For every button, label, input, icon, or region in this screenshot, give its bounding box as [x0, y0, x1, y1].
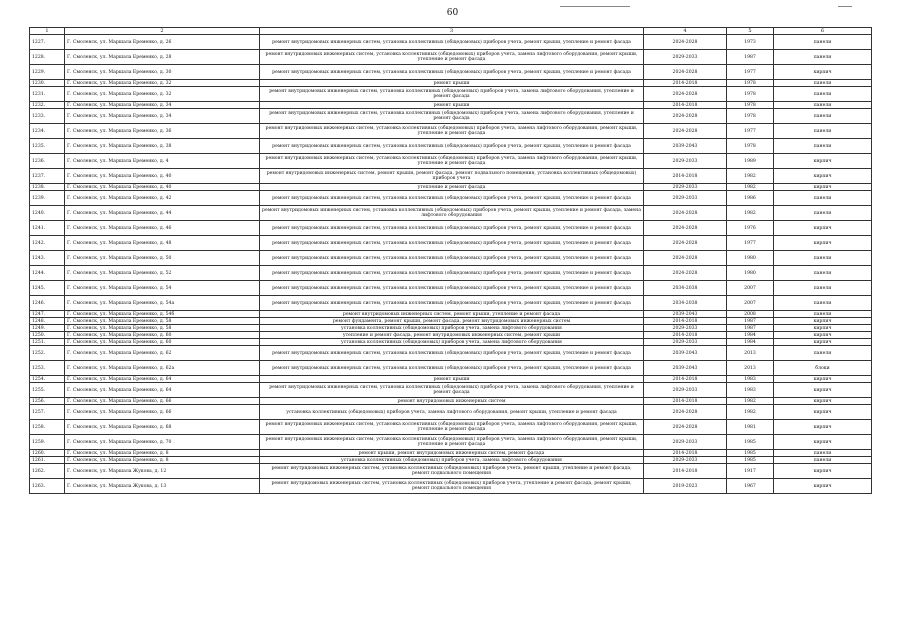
works-cell: ремонт внутридомовых инженерных систем, установка коллективных (общедомовых) приборов учета, ремонт крыши, утепление и ремонт фасада, ремонт подвального помещения [260, 464, 644, 479]
row-number: 1247. [30, 311, 65, 318]
row-number: 1235. [30, 139, 65, 154]
row-number: 1234. [30, 124, 65, 139]
address-cell: Г. Смоленск, ул. Маршала Еременко, д. 58 [65, 318, 260, 325]
period-cell: 2024-2028 [644, 206, 727, 221]
works-cell: ремонт внутридомовых инженерных систем, установка коллективных (общедомовых) приборов учета, ремонт крыши, утепление и ремонт фасада [260, 236, 644, 251]
table-row [30, 325, 872, 332]
address-cell: Г. Смоленск, ул. Маршала Еременко, д. 32 [65, 80, 260, 87]
row-number: 1260. [30, 450, 65, 457]
wall-material-cell: кирпич [774, 405, 872, 420]
row-number: 1240. [30, 206, 65, 221]
period-cell: 2039-2043 [644, 139, 727, 154]
row-number: 1228. [30, 50, 65, 65]
wall-material-cell: панели [774, 311, 872, 318]
year-built-cell: 1985 [727, 435, 774, 450]
table-row [30, 457, 872, 464]
year-built-cell: 1982 [727, 206, 774, 221]
works-cell: установка коллективных (общедомовых) приборов учета, замена лифтового оборудования [260, 339, 644, 346]
works-cell: ремонт крыши [260, 376, 644, 383]
works-cell: ремонт внутридомовых инженерных систем, установка коллективных (общедомовых) приборов учета, замена лифтового оборудования, утепление и ремонт фасада [260, 87, 644, 102]
address-cell: Г. Смоленск, ул. Маршала Еременко, д. 34 [65, 102, 260, 109]
year-built-cell: 1989 [727, 154, 774, 169]
table-row [30, 383, 872, 398]
wall-material-cell: кирпич [774, 420, 872, 435]
page-number: 60 [446, 8, 459, 18]
table-row [30, 109, 872, 124]
year-built-cell: 2008 [727, 311, 774, 318]
wall-material-cell: панели [774, 139, 872, 154]
year-built-cell: 1983 [727, 383, 774, 398]
table-row [30, 420, 872, 435]
address-cell: Г. Смоленск, ул. Маршала Еременко, д. 50 [65, 251, 260, 266]
wall-material-cell: кирпич [774, 236, 872, 251]
works-cell: ремонт внутридомовых инженерных систем, установка коллективных (общедомовых) приборов учета, утепление и ремонт фасада, ремонт крыши, ремонт подвального помещения [260, 479, 644, 494]
period-cell: 2014-2018 [644, 450, 727, 457]
period-cell: 2014-2018 [644, 332, 727, 339]
wall-material-cell: кирпич [774, 479, 872, 494]
works-cell: ремонт внутридомовых инженерных систем, установка коллективных (общедомовых) приборов учета, замена лифтового оборудования, утепление и ремонт фасада [260, 109, 644, 124]
table-row [30, 332, 872, 339]
wall-material-cell: панели [774, 457, 872, 464]
year-built-cell: 1976 [727, 221, 774, 236]
row-number: 1245. [30, 281, 65, 296]
year-built-cell: 1984 [727, 332, 774, 339]
header-cell: 5 [727, 28, 774, 35]
works-cell: ремонт внутридомовых инженерных систем, установка коллективных (общедомовых) приборов учета, замена лифтового оборудования, ремонт крыши, утепление и ремонт фасада [260, 154, 644, 169]
year-built-cell: 1977 [727, 65, 774, 80]
address-cell: Г. Смоленск, ул. Маршала Еременко, д. 52 [65, 266, 260, 281]
wall-material-cell: кирпич [774, 383, 872, 398]
year-built-cell: 1917 [727, 464, 774, 479]
period-cell: 2024-2028 [644, 109, 727, 124]
table-row [30, 266, 872, 281]
period-cell: 2014-2018 [644, 102, 727, 109]
works-cell: ремонт крыши [260, 102, 644, 109]
table-row [30, 464, 872, 479]
scan-mark [560, 6, 630, 7]
period-cell: 2024-2028 [644, 266, 727, 281]
wall-material-cell: панели [774, 35, 872, 50]
works-cell: ремонт внутридомовых инженерных систем, установка коллективных (общедомовых) приборов учета, ремонт крыши, утепление и ремонт фасада [260, 35, 644, 50]
period-cell: 2029-2033 [644, 184, 727, 191]
works-cell: ремонт внутридомовых инженерных систем, установка коллективных (общедомовых) приборов учета, ремонт крыши, утепление и ремонт фасада [260, 251, 644, 266]
scan-mark [838, 6, 852, 7]
address-cell: Г. Смоленск, ул. Маршала Еременко, д. 54а [65, 296, 260, 311]
table-row [30, 139, 872, 154]
address-cell: Г. Смоленск, ул. Маршала Еременко, д. 30 [65, 65, 260, 80]
year-built-cell: 1987 [727, 318, 774, 325]
address-cell: Г. Смоленск, ул. Маршала Еременко, д. 54 [65, 281, 260, 296]
works-cell: ремонт внутридомовых инженерных систем, установка коллективных (общедомовых) приборов учета, замена лифтового оборудования, ремонт крыши, утепление и ремонт фасада [260, 50, 644, 65]
works-cell: установка коллективных (общедомовых) приборов учета, замена лифтового оборудования, ремонт крыши, утепление и ремонт фасада [260, 405, 644, 420]
year-built-cell: 2007 [727, 281, 774, 296]
row-number: 1229. [30, 65, 65, 80]
works-cell: ремонт внутридомовых инженерных систем, ремонт крыши, утепление и ремонт фасада [260, 311, 644, 318]
wall-material-cell: блоки [774, 361, 872, 376]
works-cell: утепление и ремонт фасада [260, 184, 644, 191]
wall-material-cell: панели [774, 281, 872, 296]
address-cell: Г. Смоленск, ул. Маршала Еременко, д. 60 [65, 339, 260, 346]
address-cell: Г. Смоленск, ул. Маршала Еременко, д. 62а [65, 361, 260, 376]
wall-material-cell: кирпич [774, 184, 872, 191]
wall-material-cell: кирпич [774, 325, 872, 332]
wall-material-cell: панели [774, 80, 872, 87]
works-cell: утепление и ремонт фасада, ремонт внутридомовых инженерных систем, ремонт крыши [260, 332, 644, 339]
year-built-cell: 1982 [727, 184, 774, 191]
year-built-cell: 1978 [727, 87, 774, 102]
period-cell: 2014-2018 [644, 376, 727, 383]
works-cell: ремонт внутридомовых инженерных систем, установка коллективных (общедомовых) приборов учета, ремонт крыши, утепление и ремонт фасада, замена лифтового оборудования [260, 206, 644, 221]
works-cell: ремонт внутридомовых инженерных систем, установка коллективных (общедомовых) приборов учета, ремонт крыши, утепление и ремонт фасада [260, 281, 644, 296]
table-row [30, 169, 872, 184]
works-cell: ремонт внутридомовых инженерных систем [260, 398, 644, 405]
address-cell: Г. Смоленск, ул. Маршала Еременко, д. 66 [65, 405, 260, 420]
address-cell: Г. Смоленск, ул. Маршала Еременко, д. 60 [65, 332, 260, 339]
year-built-cell: 1982 [727, 169, 774, 184]
row-number: 1258. [30, 420, 65, 435]
address-cell: Г. Смоленск, ул. Маршала Еременко, д. 64 [65, 383, 260, 398]
table-row [30, 221, 872, 236]
header-cell: 3 [260, 28, 644, 35]
year-built-cell: 1977 [727, 124, 774, 139]
wall-material-cell: панели [774, 102, 872, 109]
wall-material-cell: панели [774, 124, 872, 139]
wall-material-cell: кирпич [774, 376, 872, 383]
period-cell: 2024-2028 [644, 35, 727, 50]
wall-material-cell: панели [774, 296, 872, 311]
period-cell: 2024-2028 [644, 221, 727, 236]
row-number: 1254. [30, 376, 65, 383]
period-cell: 2024-2028 [644, 405, 727, 420]
year-built-cell: 1982 [727, 405, 774, 420]
row-number: 1255. [30, 383, 65, 398]
works-cell: установка коллективных (общедомовых) приборов учета, замена лифтового оборудования [260, 325, 644, 332]
period-cell: 2034-2038 [644, 296, 727, 311]
row-number: 1252. [30, 346, 65, 361]
year-built-cell: 1978 [727, 109, 774, 124]
table-row [30, 339, 872, 346]
period-cell: 2014-2018 [644, 318, 727, 325]
period-cell: 2024-2028 [644, 87, 727, 102]
row-number: 1263. [30, 479, 65, 494]
year-built-cell: 1984 [727, 339, 774, 346]
header-row [30, 28, 872, 35]
period-cell: 2029-2033 [644, 457, 727, 464]
period-cell: 2019-2023 [644, 479, 727, 494]
period-cell: 2029-2033 [644, 154, 727, 169]
address-cell: Г. Смоленск, ул. Маршала Еременко, д. 40 [65, 184, 260, 191]
row-number: 1241. [30, 221, 65, 236]
row-number: 1259. [30, 435, 65, 450]
works-cell: ремонт внутридомовых инженерных систем, установка коллективных (общедомовых) приборов учета, ремонт крыши, утепление и ремонт фасада [260, 65, 644, 80]
table-row [30, 311, 872, 318]
year-built-cell: 2013 [727, 346, 774, 361]
row-number: 1230. [30, 80, 65, 87]
year-built-cell: 1986 [727, 191, 774, 206]
address-cell: Г. Смоленск, ул. Маршала Еременко, д. 34 [65, 109, 260, 124]
year-built-cell: 1982 [727, 398, 774, 405]
year-built-cell: 1977 [727, 236, 774, 251]
table-row [30, 398, 872, 405]
table-row [30, 435, 872, 450]
row-number: 1244. [30, 266, 65, 281]
row-number: 1238. [30, 184, 65, 191]
row-number: 1236. [30, 154, 65, 169]
wall-material-cell: панели [774, 206, 872, 221]
row-number: 1227. [30, 35, 65, 50]
row-number: 1237. [30, 169, 65, 184]
works-cell: ремонт внутридомовых инженерных систем, установка коллективных (общедомовых) приборов учета, ремонт крыши, утепление и ремонт фасада [260, 266, 644, 281]
header-cell: 4 [644, 28, 727, 35]
period-cell: 2014-2018 [644, 169, 727, 184]
table-row [30, 479, 872, 494]
works-cell: ремонт внутридомовых инженерных систем, установка коллективных (общедомовых) приборов учета, замена лифтового оборудования, ремонт крыши, утепление и ремонт фасада [260, 435, 644, 450]
year-built-cell: 1983 [727, 376, 774, 383]
row-number: 1243. [30, 251, 65, 266]
works-cell: ремонт внутридомовых инженерных систем, установка коллективных (общедомовых) приборов учета, ремонт крыши, утепление и ремонт фасада [260, 139, 644, 154]
address-cell: Г. Смоленск, ул. Маршала Еременко, д. 54б [65, 311, 260, 318]
wall-material-cell: панели [774, 109, 872, 124]
table-row [30, 50, 872, 65]
wall-material-cell: панели [774, 251, 872, 266]
table-row [30, 376, 872, 383]
row-number: 1232. [30, 102, 65, 109]
address-cell: Г. Смоленск, ул. Маршала Еременко, д. 66 [65, 398, 260, 405]
header-cell: 1 [30, 28, 65, 35]
row-number: 1256. [30, 398, 65, 405]
wall-material-cell: панели [774, 191, 872, 206]
works-cell: ремонт крыши [260, 80, 644, 87]
works-cell: ремонт внутридомовых инженерных систем, установка коллективных (общедомовых) приборов учета, ремонт крыши, утепление и ремонт фасада [260, 221, 644, 236]
row-number: 1231. [30, 87, 65, 102]
address-cell: Г. Смоленск, ул. Маршала Жукова, д. 13 [65, 479, 260, 494]
period-cell: 2029-2033 [644, 383, 727, 398]
address-cell: Г. Смоленск, ул. Маршала Еременко, д. 48 [65, 236, 260, 251]
table-row [30, 206, 872, 221]
table-row [30, 154, 872, 169]
period-cell: 2039-2043 [644, 361, 727, 376]
table-row [30, 124, 872, 139]
table-row [30, 35, 872, 50]
row-number: 1262. [30, 464, 65, 479]
year-built-cell: 1985 [727, 450, 774, 457]
year-built-cell: 1967 [727, 479, 774, 494]
table-row [30, 236, 872, 251]
address-cell: Г. Смоленск, ул. Маршала Еременко, д. 26 [65, 35, 260, 50]
address-cell: Г. Смоленск, ул. Маршала Еременко, д. 68 [65, 420, 260, 435]
wall-material-cell: кирпич [774, 221, 872, 236]
period-cell: 2024-2028 [644, 420, 727, 435]
address-cell: Г. Смоленск, ул. Маршала Еременко, д. 64 [65, 376, 260, 383]
wall-material-cell: кирпич [774, 464, 872, 479]
address-cell: Г. Смоленск, ул. Маршала Еременко, д. 36 [65, 124, 260, 139]
works-cell: ремонт внутридомовых инженерных систем, ремонт крыши, ремонт фасада, ремонт подвального помещения, установка коллективных (общедомовых) приборов учета [260, 169, 644, 184]
wall-material-cell: панели [774, 450, 872, 457]
address-cell: Г. Смоленск, ул. Маршала Еременко, д. 46 [65, 221, 260, 236]
table-row [30, 251, 872, 266]
address-cell: Г. Смоленск, ул. Маршала Еременко, д. 40 [65, 169, 260, 184]
period-cell: 2024-2028 [644, 124, 727, 139]
wall-material-cell: кирпич [774, 339, 872, 346]
table-row [30, 296, 872, 311]
row-number: 1248. [30, 318, 65, 325]
address-cell: Г. Смоленск, ул. Маршала Еременко, д. 44 [65, 206, 260, 221]
works-cell: ремонт фундамента, ремонт крыши, ремонт фасада, ремонт внутридомовых инженерных систем [260, 318, 644, 325]
row-number: 1251. [30, 339, 65, 346]
period-cell: 2034-2038 [644, 281, 727, 296]
wall-material-cell: кирпич [774, 398, 872, 405]
row-number: 1253. [30, 361, 65, 376]
period-cell: 2024-2028 [644, 236, 727, 251]
year-built-cell: 1973 [727, 35, 774, 50]
year-built-cell: 1981 [727, 420, 774, 435]
wall-material-cell: кирпич [774, 169, 872, 184]
works-cell: ремонт внутридомовых инженерных систем, установка коллективных (общедомовых) приборов учета, замена лифтового оборудования, утепление и ремонт фасада [260, 383, 644, 398]
period-cell: 2039-2043 [644, 346, 727, 361]
works-cell: ремонт внутридомовых инженерных систем, установка коллективных (общедомовых) приборов учета, ремонт крыши, утепление и ремонт фасада [260, 191, 644, 206]
year-built-cell: 1980 [727, 266, 774, 281]
row-number: 1250. [30, 332, 65, 339]
wall-material-cell: кирпич [774, 154, 872, 169]
period-cell: 2014-2018 [644, 398, 727, 405]
period-cell: 2014-2018 [644, 464, 727, 479]
table-row [30, 184, 872, 191]
wall-material-cell: кирпич [774, 318, 872, 325]
table-row [30, 281, 872, 296]
period-cell: 2029-2033 [644, 325, 727, 332]
year-built-cell: 1978 [727, 80, 774, 87]
period-cell: 2029-2033 [644, 435, 727, 450]
period-cell: 2029-2033 [644, 50, 727, 65]
wall-material-cell: кирпич [774, 435, 872, 450]
year-built-cell: 2013 [727, 361, 774, 376]
address-cell: Г. Смоленск, ул. Маршала Еременко, д. 70 [65, 435, 260, 450]
period-cell: 2024-2028 [644, 251, 727, 266]
table-row [30, 65, 872, 80]
works-cell: ремонт внутридомовых инженерных систем, установка коллективных (общедомовых) приборов учета, ремонт крыши, утепление и ремонт фасада [260, 361, 644, 376]
table-row [30, 450, 872, 457]
year-built-cell: 1978 [727, 139, 774, 154]
period-cell: 2024-2028 [644, 65, 727, 80]
works-cell: ремонт внутридомовых инженерных систем, установка коллективных (общедомовых) приборов учета, замена лифтового оборудования, ремонт крыши, утепление и ремонт фасада [260, 420, 644, 435]
row-number: 1233. [30, 109, 65, 124]
period-cell: 2014-2018 [644, 80, 727, 87]
works-cell: установка коллективных (общедомовых) приборов учета, замена лифтового оборудования [260, 457, 644, 464]
row-number: 1246. [30, 296, 65, 311]
table-row [30, 191, 872, 206]
address-cell: Г. Смоленск, ул. Маршала Еременко, д. 38 [65, 139, 260, 154]
header-cell: 6 [774, 28, 872, 35]
wall-material-cell: панели [774, 266, 872, 281]
wall-material-cell: панели [774, 50, 872, 65]
works-cell: ремонт крыши, ремонт внутридомовых инженерных систем, ремонт фасада [260, 450, 644, 457]
address-cell: Г. Смоленск, ул. Маршала Жукова, д. 12 [65, 464, 260, 479]
repair-schedule-table [29, 27, 872, 494]
wall-material-cell: кирпич [774, 65, 872, 80]
address-cell: Г. Смоленск, ул. Маршала Еременко, д. 8 [65, 450, 260, 457]
table-row [30, 80, 872, 87]
address-cell: Г. Смоленск, ул. Маршала Еременко, д. 32 [65, 87, 260, 102]
year-built-cell: 1980 [727, 251, 774, 266]
header-cell: 2 [65, 28, 260, 35]
wall-material-cell: кирпич [774, 332, 872, 339]
wall-material-cell: панели [774, 87, 872, 102]
table-row [30, 405, 872, 420]
row-number: 1257. [30, 405, 65, 420]
address-cell: Г. Смоленск, ул. Маршала Еременко, д. 8 [65, 457, 260, 464]
table-row [30, 318, 872, 325]
address-cell: Г. Смоленск, ул. Маршала Еременко, д. 62 [65, 346, 260, 361]
address-cell: Г. Смоленск, ул. Маршала Еременко, д. 42 [65, 191, 260, 206]
year-built-cell: 1987 [727, 50, 774, 65]
year-built-cell: 1978 [727, 102, 774, 109]
row-number: 1242. [30, 236, 65, 251]
row-number: 1261. [30, 457, 65, 464]
year-built-cell: 1985 [727, 457, 774, 464]
wall-material-cell: панели [774, 346, 872, 361]
table-row [30, 361, 872, 376]
address-cell: Г. Смоленск, ул. Маршала Еременко, д. 28 [65, 50, 260, 65]
table-row [30, 87, 872, 102]
row-number: 1249. [30, 325, 65, 332]
row-number: 1239. [30, 191, 65, 206]
period-cell: 2039-2043 [644, 311, 727, 318]
period-cell: 2029-2033 [644, 191, 727, 206]
works-cell: ремонт внутридомовых инженерных систем, установка коллективных (общедомовых) приборов учета, ремонт крыши, утепление и ремонт фасада [260, 296, 644, 311]
year-built-cell: 1987 [727, 325, 774, 332]
table-row [30, 102, 872, 109]
table-row [30, 346, 872, 361]
works-cell: ремонт внутридомовых инженерных систем, установка коллективных (общедомовых) приборов учета, ремонт крыши, утепление и ремонт фасада [260, 346, 644, 361]
works-cell: ремонт внутридомовых инженерных систем, установка коллективных (общедомовых) приборов учета, замена лифтового оборудования, ремонт крыши, утепление и ремонт фасада [260, 124, 644, 139]
year-built-cell: 2007 [727, 296, 774, 311]
period-cell: 2029-2033 [644, 339, 727, 346]
address-cell: Г. Смоленск, ул. Маршала Еременко, д. 58 [65, 325, 260, 332]
address-cell: Г. Смоленск, ул. Маршала Еременко, д. 4 [65, 154, 260, 169]
